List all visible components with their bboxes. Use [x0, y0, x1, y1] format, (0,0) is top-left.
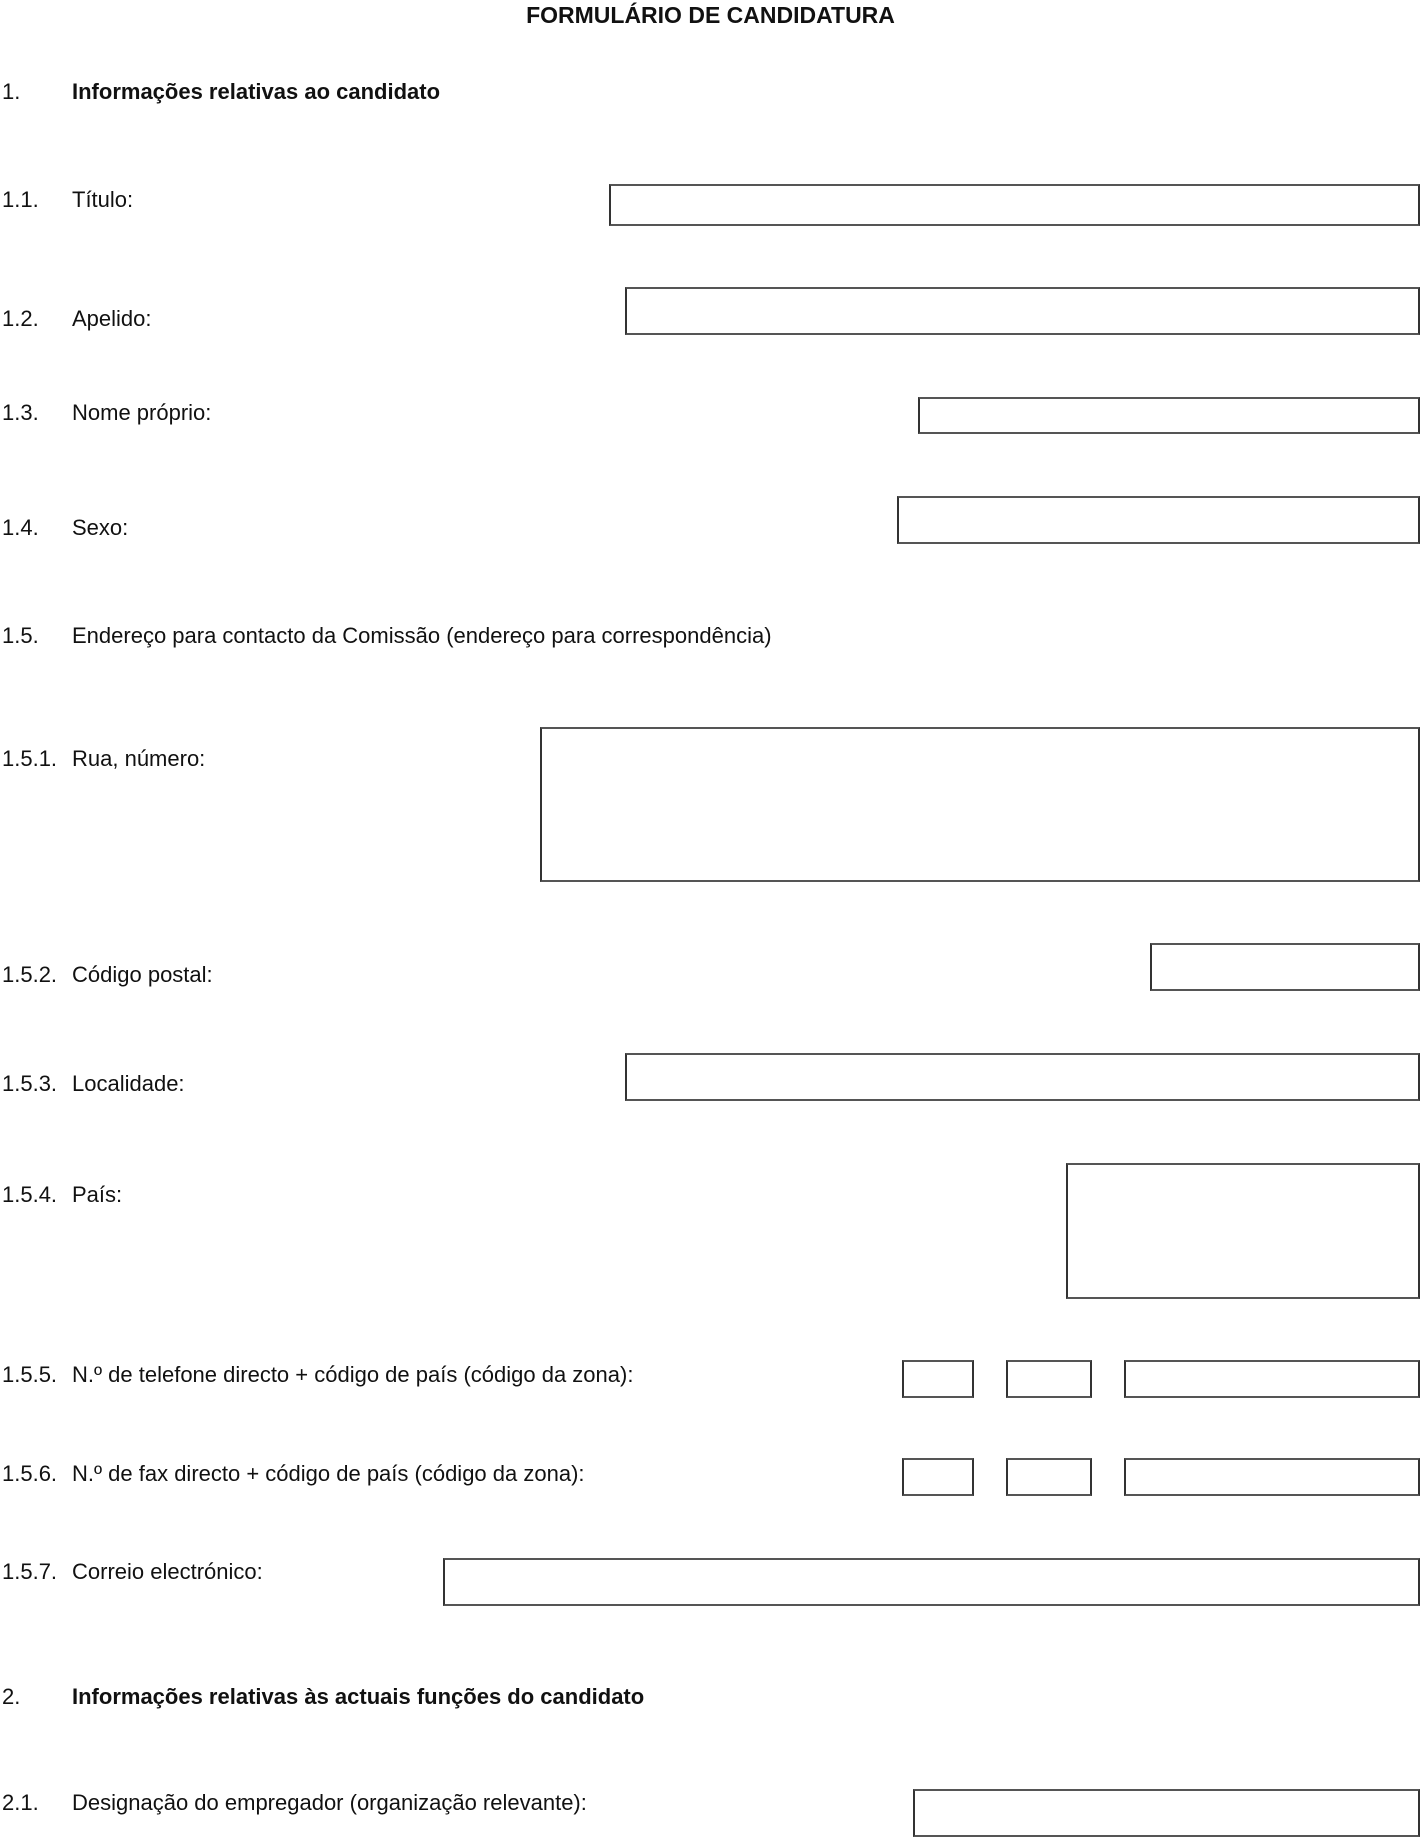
field-label-nome-proprio: Nome próprio:: [72, 400, 212, 425]
fax-country-code-input[interactable]: [902, 1458, 974, 1496]
field-number-apelido: 1.2.: [2, 306, 39, 331]
fax-number-input[interactable]: [1124, 1458, 1420, 1496]
localidade-input[interactable]: [625, 1053, 1420, 1101]
field-number-localidade: 1.5.3.: [2, 1071, 58, 1096]
field-number-fax: 1.5.6.: [2, 1461, 58, 1486]
field-number-titulo: 1.1.: [2, 187, 39, 212]
field-label-codigo-postal: Código postal:: [72, 962, 213, 987]
section-1-heading: Informações relativas ao candidato: [72, 79, 441, 104]
fax-area-code-input[interactable]: [1006, 1458, 1092, 1496]
field-number-pais: 1.5.4.: [2, 1182, 58, 1207]
field-number-telefone: 1.5.5.: [2, 1362, 58, 1387]
field-label-titulo: Título:: [72, 187, 134, 212]
field-number-endereco: 1.5.: [2, 623, 39, 648]
nome-proprio-input[interactable]: [918, 397, 1420, 434]
telefone-country-code-input[interactable]: [902, 1360, 974, 1398]
field-label-sexo: Sexo:: [72, 515, 129, 540]
field-label-designacao: Designação do empregador (organização relevante):: [72, 1790, 587, 1815]
field-number-rua: 1.5.1.: [2, 746, 58, 771]
field-label-rua: Rua, número:: [72, 746, 206, 771]
field-label-endereco: Endereço para contacto da Comissão (endereço para correspondência): [72, 623, 772, 648]
field-number-nome-proprio: 1.3.: [2, 400, 39, 425]
correio-electronico-input[interactable]: [443, 1558, 1420, 1606]
titulo-input[interactable]: [609, 184, 1420, 226]
form-title: FORMULÁRIO DE CANDIDATURA: [526, 2, 895, 28]
apelido-input[interactable]: [625, 287, 1420, 335]
sexo-input[interactable]: [897, 496, 1420, 544]
field-label-fax: N.º de fax directo + código de país (código da zona):: [72, 1461, 585, 1486]
field-number-designacao: 2.1.: [2, 1790, 39, 1815]
section-1-number: 1.: [2, 79, 21, 104]
field-label-pais: País:: [72, 1182, 123, 1207]
pais-input[interactable]: [1066, 1163, 1420, 1299]
rua-numero-input[interactable]: [540, 727, 1420, 882]
telefone-area-code-input[interactable]: [1006, 1360, 1092, 1398]
field-label-telefone: N.º de telefone directo + código de país (código da zona):: [72, 1362, 634, 1387]
field-number-correio: 1.5.7.: [2, 1559, 58, 1584]
section-2-heading: Informações relativas às actuais funções do candidato: [72, 1684, 645, 1709]
field-number-sexo: 1.4.: [2, 515, 39, 540]
designacao-empregador-input[interactable]: [913, 1789, 1420, 1837]
field-number-codigo-postal: 1.5.2.: [2, 962, 58, 987]
section-2-number: 2.: [2, 1684, 21, 1709]
field-label-localidade: Localidade:: [72, 1071, 185, 1096]
field-label-correio: Correio electrónico:: [72, 1559, 263, 1584]
field-label-apelido: Apelido:: [72, 306, 152, 331]
codigo-postal-input[interactable]: [1150, 943, 1420, 991]
telefone-number-input[interactable]: [1124, 1360, 1420, 1398]
